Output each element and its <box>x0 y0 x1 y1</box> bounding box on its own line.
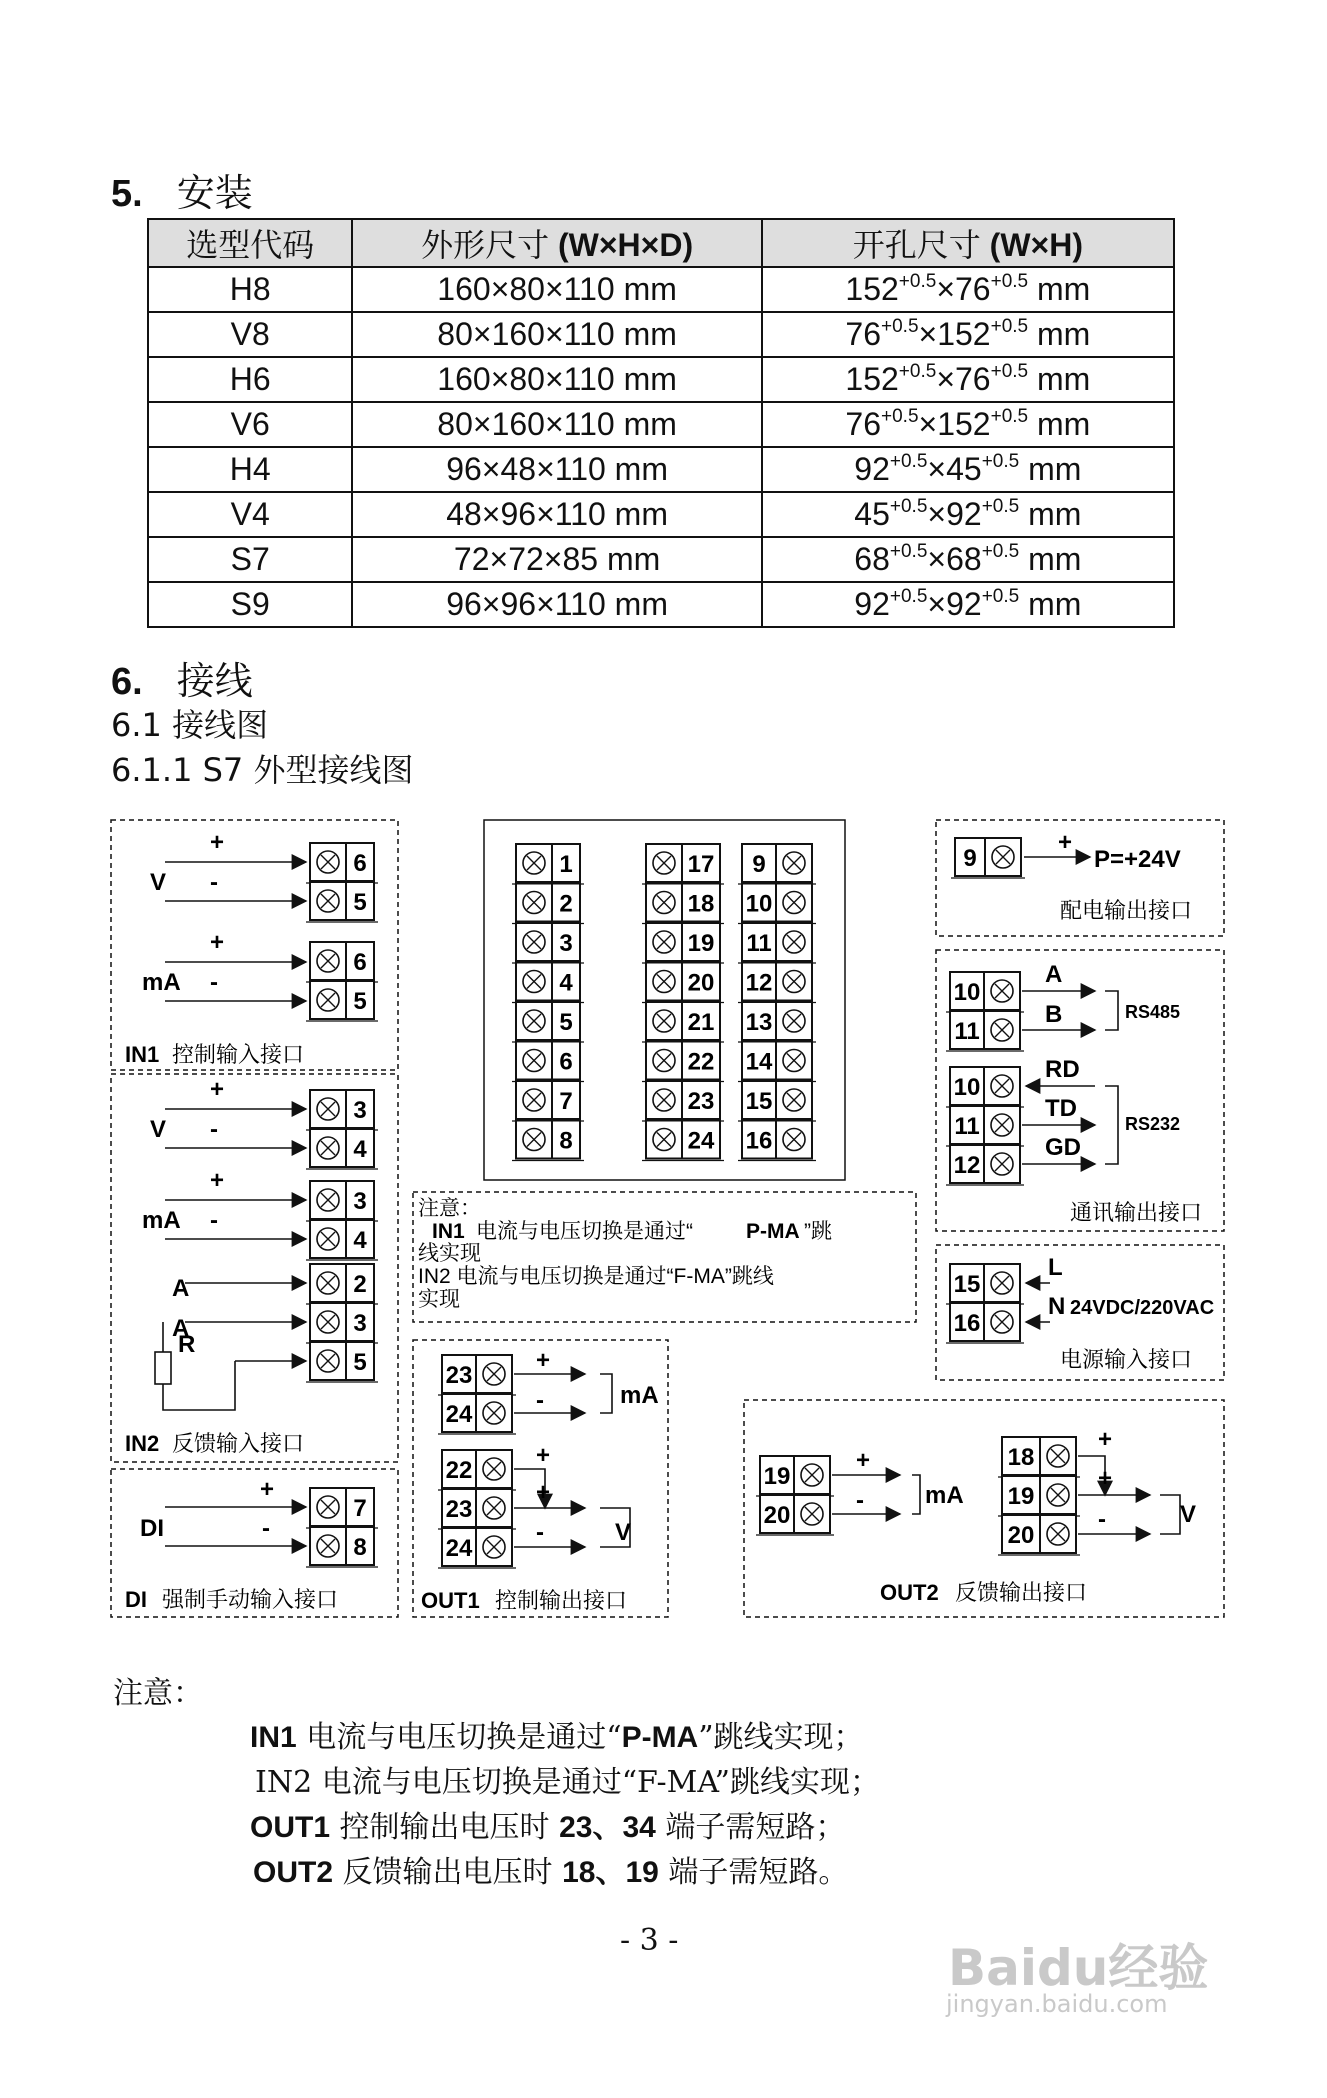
terminal <box>438 1355 516 1395</box>
cutout-height: 92 <box>946 496 982 532</box>
diagram-label: + <box>536 1347 551 1374</box>
diagram-label: 控制输出接口 <box>495 1588 628 1613</box>
terminal-number: 16 <box>745 1127 773 1155</box>
tolerance: +0.5 <box>990 406 1029 427</box>
terminal <box>512 884 584 924</box>
terminal <box>946 1145 1024 1185</box>
tolerance: +0.5 <box>981 586 1020 607</box>
terminal <box>756 1456 834 1496</box>
terminal-number: 6 <box>559 1048 573 1076</box>
terminal <box>306 1303 378 1343</box>
note-line <box>250 1802 845 1846</box>
terminal <box>946 1303 1024 1343</box>
tolerance: +0.5 <box>981 541 1020 562</box>
terminal <box>306 1220 378 1260</box>
note-line <box>255 1757 880 1801</box>
terminal <box>512 1081 584 1121</box>
terminal <box>738 1002 816 1042</box>
terminal-number: 3 <box>353 1097 367 1124</box>
terminal <box>306 1264 378 1304</box>
diagram-label: + <box>210 1076 225 1103</box>
terminal <box>512 923 584 963</box>
terminal-number: 1 <box>559 851 573 878</box>
note-text: 端子需短路； <box>655 1810 846 1845</box>
diagram-label: OUT1 <box>421 1588 480 1613</box>
diagram-label: - <box>210 1116 218 1143</box>
terminal <box>512 844 584 884</box>
diagram-label: IN1 <box>125 1042 160 1067</box>
terminal <box>438 1450 516 1490</box>
terminal-number: 7 <box>559 1088 573 1115</box>
diagram-label: L <box>1048 1254 1063 1281</box>
cell-cutout: $45^{+0.5}\times 92^{+0.5}$ mm <box>762 492 1174 537</box>
terminal-number: 17 <box>687 851 715 878</box>
terminal <box>306 1090 378 1130</box>
diagram-label: DI <box>125 1587 147 1612</box>
terminal-number: 2 <box>559 890 573 918</box>
tolerance: +0.5 <box>898 271 937 292</box>
tolerance: +0.5 <box>889 541 928 562</box>
diagram-label: R <box>178 1331 196 1358</box>
terminal <box>438 1528 516 1568</box>
terminal-number: 9 <box>963 845 977 872</box>
notes-title: 注意： <box>113 1676 203 1711</box>
diagram-label: V <box>1180 1501 1197 1528</box>
terminal-number: 8 <box>559 1127 573 1155</box>
diagram-label: B <box>1045 1001 1063 1028</box>
terminal-number: 9 <box>752 851 766 878</box>
terminal-number: 4 <box>353 1136 367 1163</box>
terminal <box>998 1476 1080 1516</box>
terminal-number: 3 <box>353 1188 367 1215</box>
terminal <box>642 1002 724 1042</box>
section-number: 6. <box>111 661 143 703</box>
diagram-label: A <box>1045 961 1063 988</box>
diagram-label: V <box>150 1116 167 1143</box>
terminal-number: 20 <box>763 1502 791 1529</box>
terminal-number: 16 <box>953 1310 981 1337</box>
terminal-number: 6 <box>353 949 367 976</box>
diagram-label: A <box>172 1315 190 1342</box>
terminal <box>738 1081 816 1121</box>
cell-cutout: $92^{+0.5}\times 45^{+0.5}$ mm <box>762 447 1174 492</box>
section-title: 接线 <box>176 659 253 703</box>
diagram-label: RS232 <box>1125 1114 1181 1134</box>
terminal <box>946 1106 1024 1146</box>
subsection-6-1: 6.1 接线图 <box>111 706 269 744</box>
cell-code: V4 <box>148 492 352 537</box>
diagram-label: - <box>210 969 218 996</box>
note-bold-text: IN1 <box>250 1721 297 1754</box>
cutout-height: 152 <box>937 406 991 442</box>
cell-code: H6 <box>148 357 352 402</box>
terminal-number: 13 <box>745 1009 773 1036</box>
terminal-number: 15 <box>953 1271 981 1298</box>
cutout-width: 45 <box>854 496 890 532</box>
watermark-url: jingyan.baidu.com <box>946 1990 1168 2018</box>
section-title: 安装 <box>176 171 253 215</box>
cutout-height: 45 <box>946 451 982 487</box>
cell-code: V8 <box>148 312 352 357</box>
watermark-logo: Baidu经验 <box>948 1939 1209 1997</box>
diagram-label: IN2 电流与电压切换是通过“F-MA”跳线 <box>418 1265 774 1288</box>
cell-outer: 72×72×85 mm <box>352 537 761 582</box>
terminal-number: 19 <box>763 1463 791 1490</box>
terminal <box>642 923 724 963</box>
terminal-number: 18 <box>687 890 715 918</box>
unit: mm <box>1028 496 1082 532</box>
terminal <box>998 1437 1080 1477</box>
terminal-number: 3 <box>559 930 573 957</box>
cell-cutout: $152^{+0.5}\times 76^{+0.5}$ mm <box>762 357 1174 402</box>
diagram-label: 24VDC/220VAC <box>1070 1297 1215 1319</box>
terminal-number: 24 <box>687 1127 715 1155</box>
diagram-label: mA <box>620 1382 659 1409</box>
note-bold-text: 23、34 <box>559 1811 656 1844</box>
terminal <box>512 963 584 1003</box>
diagram-label: - <box>1098 1506 1106 1533</box>
diagram-label: + <box>1098 1465 1113 1492</box>
terminal-number: 14 <box>745 1048 773 1076</box>
diagram-label: - <box>536 1519 544 1546</box>
tolerance: +0.5 <box>990 271 1029 292</box>
diagram-label: 通讯输出接口 <box>1070 1200 1203 1225</box>
terminal <box>306 981 378 1021</box>
terminal-number: 11 <box>954 1018 980 1045</box>
cell-code: S7 <box>148 537 352 582</box>
diagram-label: 反馈输入接口 <box>172 1431 305 1456</box>
cutout-width: 68 <box>854 541 890 577</box>
tolerance: +0.5 <box>981 451 1020 472</box>
diagram-label: P-MA <box>746 1220 800 1243</box>
diagram-label: GD <box>1045 1134 1081 1161</box>
tolerance: +0.5 <box>889 586 928 607</box>
section-number: 5. <box>111 173 143 215</box>
diagram-label: + <box>536 1479 551 1506</box>
cutout-height: 68 <box>946 541 982 577</box>
diagram-label: 实现 <box>418 1288 460 1311</box>
terminal <box>946 1067 1024 1107</box>
terminal-number: 18 <box>1007 1444 1035 1471</box>
terminal-number: 21 <box>687 1009 715 1036</box>
tolerance: +0.5 <box>881 406 919 427</box>
cutout-height: 76 <box>955 271 991 307</box>
tolerance: +0.5 <box>881 316 919 337</box>
cell-outer: 80×160×110 mm <box>352 402 761 447</box>
diagram-label: V <box>615 1519 632 1546</box>
terminal <box>642 884 724 924</box>
cutout-width: 92 <box>854 586 890 622</box>
cell-cutout: $76^{+0.5}\times 152^{+0.5}$ mm <box>762 312 1174 357</box>
unit: mm <box>1037 271 1091 307</box>
diagram-label: - <box>210 869 218 896</box>
cell-cutout: $68^{+0.5}\times 68^{+0.5}$ mm <box>762 537 1174 582</box>
cell-code: S9 <box>148 582 352 627</box>
tolerance: +0.5 <box>990 361 1029 382</box>
unit: mm <box>1037 316 1091 352</box>
terminal-number: 5 <box>353 1349 367 1376</box>
cutout-height: 152 <box>937 316 991 352</box>
unit: mm <box>1028 451 1082 487</box>
terminal <box>512 1042 584 1082</box>
terminal-number: 20 <box>687 969 715 997</box>
diagram-label: mA <box>142 1207 181 1234</box>
note-text: 控制输出电压时 <box>330 1810 560 1845</box>
diagram-label: 注意： <box>418 1197 481 1220</box>
diagram-label: - <box>536 1387 544 1414</box>
terminal <box>438 1394 516 1434</box>
cutout-height: 76 <box>955 361 991 397</box>
diagram-label: + <box>210 929 225 956</box>
diagram-label: 电源输入接口 <box>1060 1347 1193 1372</box>
unit: mm <box>1028 586 1082 622</box>
cell-cutout: $152^{+0.5}\times 76^{+0.5}$ mm <box>762 267 1174 312</box>
terminal-number: 22 <box>445 1457 473 1484</box>
terminal-number: 23 <box>445 1496 473 1523</box>
cell-outer: 160×80×110 mm <box>352 267 761 312</box>
diagram-label: DI <box>140 1515 164 1542</box>
note-bold-text: 18、19 <box>562 1856 659 1889</box>
note-line <box>250 1712 864 1756</box>
terminal <box>512 1002 584 1042</box>
cutout-width: 76 <box>845 316 881 352</box>
tolerance: +0.5 <box>990 316 1029 337</box>
diagram-label: - <box>210 1207 218 1234</box>
terminal <box>642 1042 724 1082</box>
terminal <box>642 844 724 884</box>
unit: mm <box>1037 361 1091 397</box>
note-text: IN2 电流与电压切换是通过“F-MA”跳线实现； <box>255 1765 880 1800</box>
diagram-label: OUT2 <box>880 1580 939 1605</box>
terminal <box>738 844 816 884</box>
cutout-width: 152 <box>845 361 899 397</box>
terminal <box>306 1129 378 1169</box>
cutout-height: 92 <box>946 586 982 622</box>
diagram-label: + <box>856 1447 871 1474</box>
subsection-6-1-1: 6.1.1 S7 外型接线图 <box>111 751 414 789</box>
diagram-label: - <box>856 1487 864 1514</box>
terminal-number: 4 <box>353 1227 367 1254</box>
diagram-label: mA <box>925 1482 964 1509</box>
diagram-label: IN1 <box>432 1220 465 1243</box>
cutout-width: 152 <box>845 271 899 307</box>
cell-outer: 96×96×110 mm <box>352 582 761 627</box>
cell-cutout: $92^{+0.5}\times 92^{+0.5}$ mm <box>762 582 1174 627</box>
note-text: 电流与电压切换是通过“ <box>296 1720 622 1755</box>
terminal <box>642 1081 724 1121</box>
diagram-label: + <box>536 1442 551 1469</box>
cell-cutout: $76^{+0.5}\times 152^{+0.5}$ mm <box>762 402 1174 447</box>
terminal-number: 10 <box>953 1074 981 1101</box>
cell-code: V6 <box>148 402 352 447</box>
diagram-label: 线实现 <box>418 1242 481 1265</box>
terminal <box>738 1042 816 1082</box>
diagram-label: 配电输出接口 <box>1060 898 1193 923</box>
terminal <box>306 882 378 922</box>
diagram-label: RD <box>1045 1056 1080 1083</box>
note-text: 端子需短路。 <box>658 1855 849 1890</box>
diagram-label: + <box>1058 829 1073 856</box>
terminal-number: 10 <box>953 979 981 1006</box>
diagram-label: + <box>1098 1426 1113 1453</box>
terminal <box>946 972 1024 1012</box>
terminal-number: 20 <box>1007 1522 1035 1549</box>
diagram-label: 强制手动输入接口 <box>162 1587 339 1612</box>
diagram-label: N <box>1048 1293 1066 1320</box>
terminal-number: 8 <box>353 1534 367 1561</box>
diagram-label: RS485 <box>1125 1002 1181 1022</box>
terminal-number: 11 <box>746 930 772 957</box>
terminal <box>738 923 816 963</box>
cell-outer: 96×48×110 mm <box>352 447 761 492</box>
diagram-label: 反馈输出接口 <box>955 1580 1088 1605</box>
terminal <box>306 1342 378 1382</box>
terminal <box>738 884 816 924</box>
note-line <box>253 1847 848 1891</box>
diagram-label: + <box>260 1476 275 1503</box>
terminal-number: 4 <box>559 969 573 997</box>
cell-code: H8 <box>148 267 352 312</box>
diagram-label: + <box>210 1167 225 1194</box>
tolerance: +0.5 <box>889 451 928 472</box>
terminal <box>642 963 724 1003</box>
diagram-label: ”跳 <box>804 1220 832 1243</box>
terminal-number: 19 <box>687 930 715 957</box>
terminal <box>438 1489 516 1529</box>
terminal-number: 2 <box>353 1271 367 1298</box>
terminal <box>306 1181 378 1221</box>
header-cutout: 开孔尺寸 (W×H) <box>762 219 1174 267</box>
terminal-number: 23 <box>687 1088 715 1115</box>
terminal <box>306 1527 378 1567</box>
terminal <box>512 1121 584 1161</box>
diagram-label: 电流与电压切换是通过“ <box>476 1220 693 1243</box>
diagram-label: TD <box>1045 1095 1077 1122</box>
terminal-number: 5 <box>353 988 367 1015</box>
cell-code: H4 <box>148 447 352 492</box>
header-code: 选型代码 <box>148 219 352 267</box>
terminal-number: 23 <box>445 1362 473 1389</box>
terminal-number: 5 <box>353 889 367 916</box>
diagram-label: + <box>210 829 225 856</box>
terminal-number: 15 <box>745 1088 773 1115</box>
terminal <box>738 963 816 1003</box>
terminal-number: 11 <box>954 1113 980 1140</box>
terminal-number: 24 <box>445 1401 473 1428</box>
diagram-label: mA <box>142 969 181 996</box>
cutout-width: 76 <box>845 406 881 442</box>
unit: mm <box>1037 406 1091 442</box>
terminal <box>946 1011 1024 1051</box>
terminal <box>306 1488 378 1528</box>
diagram-label: 控制输入接口 <box>172 1042 305 1067</box>
tolerance: +0.5 <box>898 361 937 382</box>
note-bold-text: P-MA <box>621 1721 699 1754</box>
terminal-number: 7 <box>353 1495 367 1522</box>
diagram-label: IN2 <box>125 1431 160 1456</box>
terminal <box>946 1264 1024 1304</box>
terminal-number: 24 <box>445 1535 473 1562</box>
terminal-number: 10 <box>745 890 773 918</box>
terminal <box>306 942 378 982</box>
cell-outer: 160×80×110 mm <box>352 357 761 402</box>
diagram-label: P=+24V <box>1094 846 1181 873</box>
terminal-number: 3 <box>353 1310 367 1337</box>
terminal-number: 6 <box>353 850 367 877</box>
cell-outer: 48×96×110 mm <box>352 492 761 537</box>
resistor-icon <box>155 1352 171 1384</box>
note-bold-text: OUT2 <box>253 1856 334 1889</box>
terminal-number: 12 <box>953 1152 981 1179</box>
diagram-label: - <box>262 1515 270 1542</box>
page-number: - 3 - <box>620 1923 679 1958</box>
unit: mm <box>1028 541 1082 577</box>
tolerance: +0.5 <box>889 496 928 517</box>
terminal <box>756 1495 834 1535</box>
header-outer: 外形尺寸 (W×H×D) <box>352 219 761 267</box>
inline-note-frame <box>413 1192 916 1322</box>
terminal <box>738 1121 816 1161</box>
note-text: 反馈输出电压时 <box>333 1855 563 1890</box>
terminal-number: 12 <box>745 969 773 997</box>
terminal-number: 19 <box>1007 1483 1035 1510</box>
note-bold-text: OUT1 <box>250 1811 331 1844</box>
terminal <box>642 1121 724 1161</box>
terminal-number: 22 <box>687 1048 715 1076</box>
terminal <box>951 838 1025 878</box>
terminal <box>306 843 378 883</box>
terminal-number: 5 <box>559 1009 573 1036</box>
note-text: ”跳线实现； <box>698 1720 864 1755</box>
tolerance: +0.5 <box>981 496 1020 517</box>
diagram-label: V <box>150 869 167 896</box>
diagram-label: A <box>172 1275 190 1302</box>
cell-outer: 80×160×110 mm <box>352 312 761 357</box>
cutout-width: 92 <box>854 451 890 487</box>
terminal <box>998 1515 1080 1555</box>
